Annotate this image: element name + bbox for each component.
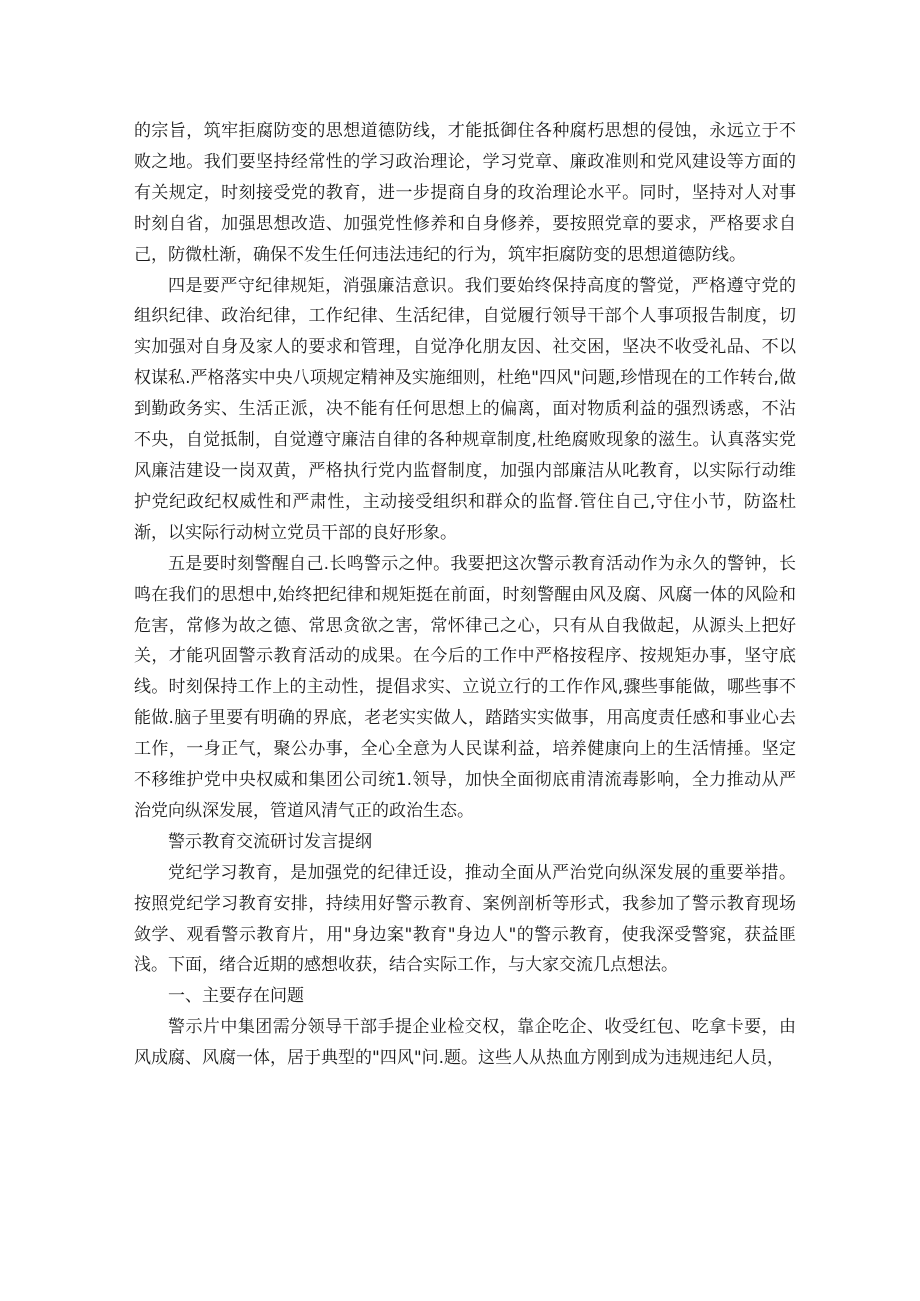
paragraph-point-four: 四是要严守纪律规矩，消强廉洁意识。我们要始终保持高度的警觉，严格遵守党的组织纪律、政治纪律，工作纪律、生活纪律，自觉履行领导干部个人事项报告制度，切实加强对自身及家人的要求和管理，自觉净化朋友因、社交困，坚决不收受礼品、不以权谋私.严格落实中央八项规定精神及实施细则，杜绝"四风"问题,珍惜现在的工作转台,做到勤政务实、生活正派，决不能有任何思想上的偏离，面对物质利益的强烈诱惑，不沾不央，自觉抵制，自觉遵守廉洁自律的各种规章制度,杜绝腐败现象的滋生。认真落实党风廉洁建设一岗双黄，严格执行党内监督制度，加强内部廉洁从叱教育，以实际行动维护党纪政纪权威性和严肃性，主动接受组织和群众的监督.管住自己,守住小节，防盗杜渐，以实际行动树立党员干部的良好形象。: [134, 275, 796, 543]
paragraph-point-five: 五是要时刻警醒自己.长鸣警示之仲。我要把这次警示教育活动作为永久的警钟，长鸣在我们的思想中,始终把纪律和规矩挺在前面，时刻警醒由风及腐、风腐一体的风险和危害，常修为故之德、常思贪欲之害，常怀律己之心，只有从自我做起，从源头上把好关，才能巩固警示教育活动的成果。在今后的工作中严格按程序、按规矩办事，坚守底线。时刻保持工作上的主动性，提倡求实、立说立行的工作作风,骤些事能做，哪些事不能做.脑子里要有明确的界底，老老实实做人，踏踏实实做事，用高度责任感和事业心去工作，一身正气，聚公办事，全心全意为人民谋利益，培养健康向上的生活情捶。坚定不移维护党中央权威和集团公司统1.领导，加快全面彻底甫清流毒影响，全力推动从严治党向纵深发展，管道风清气正的政治生态。: [134, 553, 796, 821]
paragraph-intro-continued: 的宗旨，筑牢拒腐防变的思想道德防线，才能抵御住各种腐朽思想的侵蚀，永远立于不败之地。我们要坚持经常性的学习政治理论，学习党章、廉政准则和党风建设等方面的有关规定，时刻接受党的教育，进一步提商自身的玫治理论水平。同时，坚持对人对事时刻自省，加强思想改造、加强党性修养和自身修养，要按照党章的要求，严格要求自己，防微杜渐，确保不发生任何违法违纪的行为，筑牢拒腐防变的思想道德防线。: [134, 121, 796, 265]
section-title: 警示教育交流研讨发言提纲: [168, 831, 372, 852]
paragraph-intro: 党纪学习教育，是加强党的纪律迁设，推动全面从严治党向纵深发展的重要举措。按照党纪学习教育安排，持续用好警示教育、案例剖析等形式，我参加了警示教育现场敛学、观看警示教育片，用"身边案"教育"身边人"的警示教育，使我深受警窕，获益匪浅。下面，绪合近期的感想收获，结合实际工作，与大家交流几点想法。: [134, 862, 796, 976]
document-body: [134, 116, 796, 1074]
paragraph-problems: 警示片中集团需分领导干部手提企业检交权，靠企吃企、收受红包、吃拿卡要，由风成腐、风腐一体，居于典型的"四风"问.题。这些人从热血方刚到成为违规违纪人员，: [134, 1017, 796, 1069]
section-heading-problems: 一、主要存在问题: [168, 986, 304, 1007]
